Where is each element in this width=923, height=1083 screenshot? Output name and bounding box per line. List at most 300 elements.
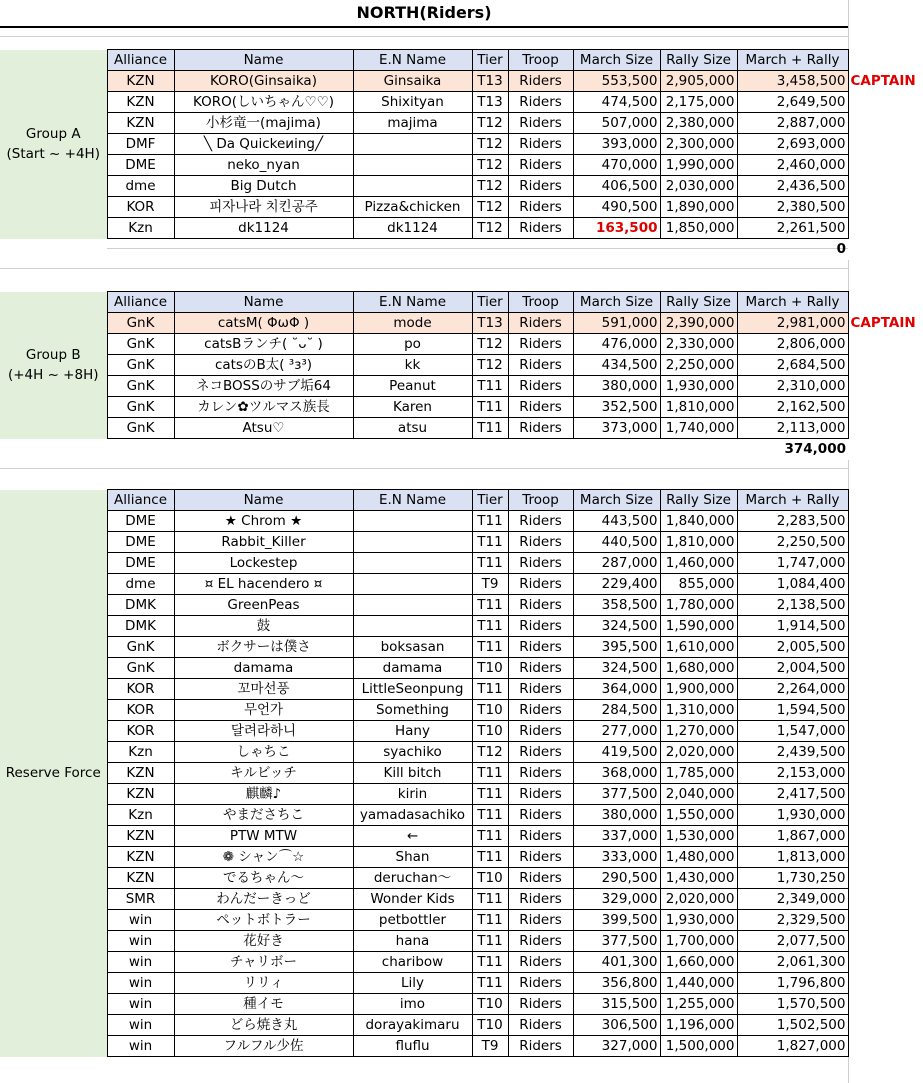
header-row <box>0 292 923 313</box>
cell-alliance: Kzn <box>107 218 174 239</box>
cell-tier: T11 <box>472 532 508 553</box>
cell-rally-size: 2,380,000 <box>660 113 737 134</box>
cell-tier: T11 <box>472 784 508 805</box>
cell-march-size: 324,500 <box>573 616 660 637</box>
cell-en-name: Shan <box>353 847 472 868</box>
total-row <box>0 239 923 260</box>
cell-alliance: KZN <box>107 784 174 805</box>
cell-troop: Riders <box>508 511 573 532</box>
cell-march-size: 434,500 <box>573 355 660 376</box>
cell-rally-size: 2,030,000 <box>660 176 737 197</box>
cell-march-rally: 2,061,300 <box>737 952 848 973</box>
table-row <box>0 155 923 176</box>
cell-march-size: 377,500 <box>573 931 660 952</box>
cell-rally-size: 2,330,000 <box>660 334 737 355</box>
cell-march-size: 364,000 <box>573 679 660 700</box>
cell-rally-size: 1,890,000 <box>660 197 737 218</box>
cell-march-rally: 2,436,500 <box>737 176 848 197</box>
cell-tier: T10 <box>472 994 508 1015</box>
cell-name: リリィ <box>174 973 353 994</box>
empty-cell <box>848 334 923 355</box>
cell-name: やまださちこ <box>174 805 353 826</box>
cell-troop: Riders <box>508 532 573 553</box>
header-name: Name <box>174 292 353 313</box>
cell-march-size: 440,500 <box>573 532 660 553</box>
cell-tier: T13 <box>472 313 508 334</box>
cell-troop: Riders <box>508 397 573 418</box>
cell-alliance: DME <box>107 511 174 532</box>
cell-rally-size: 1,590,000 <box>660 616 737 637</box>
cell-march-rally: 2,684,500 <box>737 355 848 376</box>
cell-troop: Riders <box>508 313 573 334</box>
cell-rally-size: 1,990,000 <box>660 155 737 176</box>
cell-march-size: 553,500 <box>573 71 660 92</box>
cell-troop: Riders <box>508 931 573 952</box>
cell-rally-size: 1,840,000 <box>660 511 737 532</box>
header-troop: Troop <box>508 50 573 71</box>
table-row <box>0 355 923 376</box>
table-row <box>0 1015 923 1036</box>
cell-rally-size: 2,300,000 <box>660 134 737 155</box>
cell-tier: T12 <box>472 176 508 197</box>
cell-alliance: win <box>107 994 174 1015</box>
cell-tier: T11 <box>472 397 508 418</box>
empty-cell <box>848 92 923 113</box>
cell-alliance: win <box>107 952 174 973</box>
empty-cell <box>848 910 923 931</box>
cell-alliance: GnK <box>107 637 174 658</box>
empty-cell <box>848 742 923 763</box>
cell-march-rally: 2,283,500 <box>737 511 848 532</box>
cell-march-size: 368,000 <box>573 763 660 784</box>
cell-en-name: hana <box>353 931 472 952</box>
empty-cell <box>848 134 923 155</box>
empty-cell <box>848 218 923 239</box>
cell-en-name: boksasan <box>353 637 472 658</box>
cell-name: Rabbit_Killer <box>174 532 353 553</box>
cell-name: ネコBOSSのサブ垢64 <box>174 376 353 397</box>
cell-alliance: DME <box>107 532 174 553</box>
cell-march-rally: 1,827,000 <box>737 1036 848 1057</box>
cell-en-name: ← <box>353 826 472 847</box>
cell-tier: T11 <box>472 805 508 826</box>
cell-rally-size: 1,850,000 <box>660 218 737 239</box>
cell-name: catsM( ΦωΦ ) <box>174 313 353 334</box>
cell-en-name: majima <box>353 113 472 134</box>
cell-en-name: atsu <box>353 418 472 439</box>
cell-name: 鼓 <box>174 616 353 637</box>
cell-march-size: 443,500 <box>573 511 660 532</box>
cell-march-rally: 1,867,000 <box>737 826 848 847</box>
table-row <box>0 574 923 595</box>
cell-tier: T12 <box>472 113 508 134</box>
cell-march-rally: 1,796,800 <box>737 973 848 994</box>
header-rally-size: Rally Size <box>660 292 737 313</box>
cell-tier: T11 <box>472 553 508 574</box>
cell-name: damama <box>174 658 353 679</box>
cell-rally-size: 1,310,000 <box>660 700 737 721</box>
sheet-title: NORTH(Riders) <box>0 0 849 28</box>
group-a-table <box>0 49 923 260</box>
cell-tier: T11 <box>472 595 508 616</box>
empty-cell <box>848 511 923 532</box>
cell-march-rally: 2,153,000 <box>737 763 848 784</box>
cell-en-name <box>353 155 472 176</box>
cell-rally-size: 1,740,000 <box>660 418 737 439</box>
cell-rally-size: 1,680,000 <box>660 658 737 679</box>
cell-march-size: 315,500 <box>573 994 660 1015</box>
cell-name: ❁ シャン⌒☆ <box>174 847 353 868</box>
cell-march-rally: 2,077,500 <box>737 931 848 952</box>
table-row <box>0 616 923 637</box>
cell-en-name: Something <box>353 700 472 721</box>
cell-alliance: KZN <box>107 847 174 868</box>
header-rally-size: Rally Size <box>660 490 737 511</box>
cell-rally-size: 1,930,000 <box>660 376 737 397</box>
cell-march-rally: 2,887,000 <box>737 113 848 134</box>
cell-alliance: DME <box>107 155 174 176</box>
cell-rally-size: 1,500,000 <box>660 1036 737 1057</box>
cell-troop: Riders <box>508 805 573 826</box>
cell-march-rally: 2,349,000 <box>737 889 848 910</box>
cell-troop: Riders <box>508 784 573 805</box>
cell-rally-size: 2,175,000 <box>660 92 737 113</box>
cell-troop: Riders <box>508 155 573 176</box>
cell-alliance: SMR <box>107 889 174 910</box>
cell-name: 種イモ <box>174 994 353 1015</box>
cell-name: でるちゃん〜 <box>174 868 353 889</box>
table-row <box>0 334 923 355</box>
cell-name: ★ Chrom ★ <box>174 511 353 532</box>
cell-rally-size: 1,900,000 <box>660 679 737 700</box>
cell-alliance: dme <box>107 574 174 595</box>
cell-troop: Riders <box>508 1036 573 1057</box>
table-row <box>0 700 923 721</box>
header-troop: Troop <box>508 292 573 313</box>
cell-en-name: Lily <box>353 973 472 994</box>
empty-cell <box>848 679 923 700</box>
captain-badge: CAPTAIN <box>848 313 923 334</box>
table-row <box>0 176 923 197</box>
empty-cell <box>848 595 923 616</box>
empty-cell <box>848 50 923 71</box>
cell-name: 꼬마선풍 <box>174 679 353 700</box>
empty-cell <box>848 532 923 553</box>
cell-alliance: GnK <box>107 658 174 679</box>
cell-troop: Riders <box>508 679 573 700</box>
group-label-time: (Start ~ +4H) <box>6 146 100 162</box>
table-row <box>0 71 923 92</box>
table-row <box>0 889 923 910</box>
cell-alliance: DMK <box>107 616 174 637</box>
cell-alliance: KZN <box>107 868 174 889</box>
cell-alliance: Kzn <box>107 742 174 763</box>
reserve-force-label: Reserve Force <box>0 490 107 1057</box>
cell-alliance: GnK <box>107 418 174 439</box>
cell-name: catsのB太( ³з³) <box>174 355 353 376</box>
cell-en-name: imo <box>353 994 472 1015</box>
group-b-table <box>0 291 923 460</box>
cell-tier: T11 <box>472 826 508 847</box>
cell-name: ボクサーは僕さ <box>174 637 353 658</box>
cell-rally-size: 1,430,000 <box>660 868 737 889</box>
empty-cell <box>848 721 923 742</box>
cell-en-name: Hany <box>353 721 472 742</box>
cell-march-rally: 2,113,000 <box>737 418 848 439</box>
header-march-size: March Size <box>573 50 660 71</box>
cell-march-size: 329,000 <box>573 889 660 910</box>
cell-march-rally: 1,502,500 <box>737 1015 848 1036</box>
cell-rally-size: 2,020,000 <box>660 742 737 763</box>
cell-march-size: 327,000 <box>573 1036 660 1057</box>
cell-name: Atsu♡ <box>174 418 353 439</box>
table-row <box>0 397 923 418</box>
group-label-title: Group B <box>25 347 81 363</box>
empty-cell <box>848 292 923 313</box>
cell-name: どら焼き丸 <box>174 1015 353 1036</box>
cell-troop: Riders <box>508 952 573 973</box>
cell-troop: Riders <box>508 616 573 637</box>
cell-name: neko_nyan <box>174 155 353 176</box>
empty-cell <box>848 700 923 721</box>
cell-en-name: syachiko <box>353 742 472 763</box>
header-tier: Tier <box>472 490 508 511</box>
cell-en-name <box>353 574 472 595</box>
cell-alliance: KOR <box>107 197 174 218</box>
total-row <box>0 439 923 460</box>
table-row <box>0 532 923 553</box>
cell-march-rally: 1,930,000 <box>737 805 848 826</box>
cell-march-rally: 2,806,000 <box>737 334 848 355</box>
cell-troop: Riders <box>508 910 573 931</box>
cell-name: KORO(Ginsaika) <box>174 71 353 92</box>
cell-troop: Riders <box>508 847 573 868</box>
cell-en-name <box>353 553 472 574</box>
cell-alliance: Kzn <box>107 805 174 826</box>
cell-alliance: KZN <box>107 113 174 134</box>
table-row <box>0 1036 923 1057</box>
empty-cell <box>848 418 923 439</box>
cell-rally-size: 1,550,000 <box>660 805 737 826</box>
table-row <box>0 952 923 973</box>
cell-troop: Riders <box>508 763 573 784</box>
cell-en-name <box>353 134 472 155</box>
table-row <box>0 92 923 113</box>
empty-cell <box>848 994 923 1015</box>
empty-cell <box>848 155 923 176</box>
cell-troop: Riders <box>508 595 573 616</box>
cell-march-size: 380,000 <box>573 376 660 397</box>
cell-rally-size: 1,255,000 <box>660 994 737 1015</box>
cell-tier: T11 <box>472 910 508 931</box>
cell-name: Big Dutch <box>174 176 353 197</box>
empty-cell <box>848 490 923 511</box>
cell-alliance: GnK <box>107 397 174 418</box>
cell-march-size: 337,000 <box>573 826 660 847</box>
empty-cell <box>848 952 923 973</box>
cell-name: わんだーきっど <box>174 889 353 910</box>
cell-march-rally: 1,914,500 <box>737 616 848 637</box>
cell-alliance: win <box>107 973 174 994</box>
cell-tier: T11 <box>472 418 508 439</box>
cell-troop: Riders <box>508 721 573 742</box>
cell-alliance: GnK <box>107 313 174 334</box>
empty-cell <box>848 397 923 418</box>
cell-march-rally: 1,747,000 <box>737 553 848 574</box>
cell-name: ╲ Da Quickeиing╱ <box>174 134 353 155</box>
empty-cell <box>848 763 923 784</box>
cell-tier: T11 <box>472 763 508 784</box>
cell-name: KORO(しいちゃん♡♡) <box>174 92 353 113</box>
cell-en-name: mode <box>353 313 472 334</box>
empty-cell <box>848 931 923 952</box>
cell-tier: T11 <box>472 679 508 700</box>
cell-en-name: deruchan〜 <box>353 868 472 889</box>
header-name: Name <box>174 50 353 71</box>
cell-en-name: kirin <box>353 784 472 805</box>
table-row <box>0 658 923 679</box>
empty-cell <box>848 658 923 679</box>
table-row <box>0 511 923 532</box>
table-row <box>0 418 923 439</box>
cell-march-size: 507,000 <box>573 113 660 134</box>
cell-march-size: 399,500 <box>573 910 660 931</box>
cell-rally-size: 1,930,000 <box>660 910 737 931</box>
cell-en-name <box>353 511 472 532</box>
cell-march-size: 474,500 <box>573 92 660 113</box>
cell-en-name <box>353 176 472 197</box>
cell-tier: T11 <box>472 616 508 637</box>
cell-alliance: KZN <box>107 763 174 784</box>
table-row <box>0 847 923 868</box>
cell-en-name: yamadasachiko <box>353 805 472 826</box>
table-row <box>0 113 923 134</box>
cell-alliance: KZN <box>107 826 174 847</box>
cell-name: 小杉竜一(majima) <box>174 113 353 134</box>
header-alliance: Alliance <box>107 50 174 71</box>
empty-cell <box>848 847 923 868</box>
cell-march-size: 356,800 <box>573 973 660 994</box>
cell-en-name: Peanut <box>353 376 472 397</box>
cell-troop: Riders <box>508 553 573 574</box>
cell-troop: Riders <box>508 637 573 658</box>
cell-rally-size: 1,660,000 <box>660 952 737 973</box>
table-row <box>0 826 923 847</box>
cell-march-size: 406,500 <box>573 176 660 197</box>
table-row <box>0 313 923 334</box>
cell-rally-size: 1,196,000 <box>660 1015 737 1036</box>
cell-name: 달려라하니 <box>174 721 353 742</box>
cell-rally-size: 2,250,000 <box>660 355 737 376</box>
cell-alliance: KZN <box>107 92 174 113</box>
cell-march-size: 352,500 <box>573 397 660 418</box>
cell-rally-size: 1,480,000 <box>660 847 737 868</box>
cell-tier: T12 <box>472 355 508 376</box>
cell-tier: T10 <box>472 721 508 742</box>
cell-march-size: 373,000 <box>573 418 660 439</box>
cell-rally-size: 1,610,000 <box>660 637 737 658</box>
header-en-name: E.N Name <box>353 50 472 71</box>
cell-alliance: win <box>107 910 174 931</box>
table-row <box>0 134 923 155</box>
cell-rally-size: 2,390,000 <box>660 313 737 334</box>
cell-en-name: Shixityan <box>353 92 472 113</box>
cell-name: ¤ EL hacendero ¤ <box>174 574 353 595</box>
table-row <box>0 973 923 994</box>
group-total: 374,000 <box>784 441 846 458</box>
table-row <box>0 553 923 574</box>
cell-march-size: 324,500 <box>573 658 660 679</box>
cell-march-size: 380,000 <box>573 805 660 826</box>
cell-march-size: 395,500 <box>573 637 660 658</box>
empty-cell <box>848 973 923 994</box>
cell-name: GreenPeas <box>174 595 353 616</box>
header-en-name: E.N Name <box>353 490 472 511</box>
cell-march-rally: 2,439,500 <box>737 742 848 763</box>
cell-en-name: po <box>353 334 472 355</box>
header-tier: Tier <box>472 50 508 71</box>
cell-march-size: 591,000 <box>573 313 660 334</box>
cell-march-rally: 1,594,500 <box>737 700 848 721</box>
table-row <box>0 763 923 784</box>
cell-march-rally: 2,981,000 <box>737 313 848 334</box>
header-tier: Tier <box>472 292 508 313</box>
empty-cell <box>848 553 923 574</box>
empty-cell <box>848 616 923 637</box>
table-row <box>0 805 923 826</box>
group-total: 0 <box>836 241 846 258</box>
header-row <box>0 50 923 71</box>
cell-march-size: 476,000 <box>573 334 660 355</box>
cell-troop: Riders <box>508 355 573 376</box>
cell-en-name: Ginsaika <box>353 71 472 92</box>
cell-tier: T11 <box>472 847 508 868</box>
cell-alliance: DME <box>107 553 174 574</box>
cell-march-size: 229,400 <box>573 574 660 595</box>
empty-cell <box>848 574 923 595</box>
cell-rally-size: 1,810,000 <box>660 397 737 418</box>
cell-alliance: GnK <box>107 334 174 355</box>
table-row <box>0 679 923 700</box>
cell-tier: T13 <box>472 71 508 92</box>
group-label-time: (+4H ~ +8H) <box>7 367 99 383</box>
cell-en-name: dk1124 <box>353 218 472 239</box>
cell-en-name: fluflu <box>353 1036 472 1057</box>
header-troop: Troop <box>508 490 573 511</box>
cell-en-name: dorayakimaru <box>353 1015 472 1036</box>
cell-troop: Riders <box>508 574 573 595</box>
header-march-rally: March + Rally <box>737 292 848 313</box>
cell-troop: Riders <box>508 973 573 994</box>
cell-tier: T9 <box>472 1036 508 1057</box>
table-row <box>0 868 923 889</box>
cell-tier: T12 <box>472 218 508 239</box>
cell-tier: T12 <box>472 334 508 355</box>
empty-cell <box>848 376 923 397</box>
cell-en-name <box>353 532 472 553</box>
cell-alliance: win <box>107 1036 174 1057</box>
cell-name: Lockestep <box>174 553 353 574</box>
cell-alliance: KOR <box>107 700 174 721</box>
cell-march-size: 333,000 <box>573 847 660 868</box>
cell-march-rally: 2,310,000 <box>737 376 848 397</box>
cell-march-size: 306,500 <box>573 1015 660 1036</box>
cell-march-size: 490,500 <box>573 197 660 218</box>
table-row <box>0 994 923 1015</box>
cell-troop: Riders <box>508 134 573 155</box>
cell-march-rally: 2,693,000 <box>737 134 848 155</box>
captain-badge: CAPTAIN <box>848 71 923 92</box>
